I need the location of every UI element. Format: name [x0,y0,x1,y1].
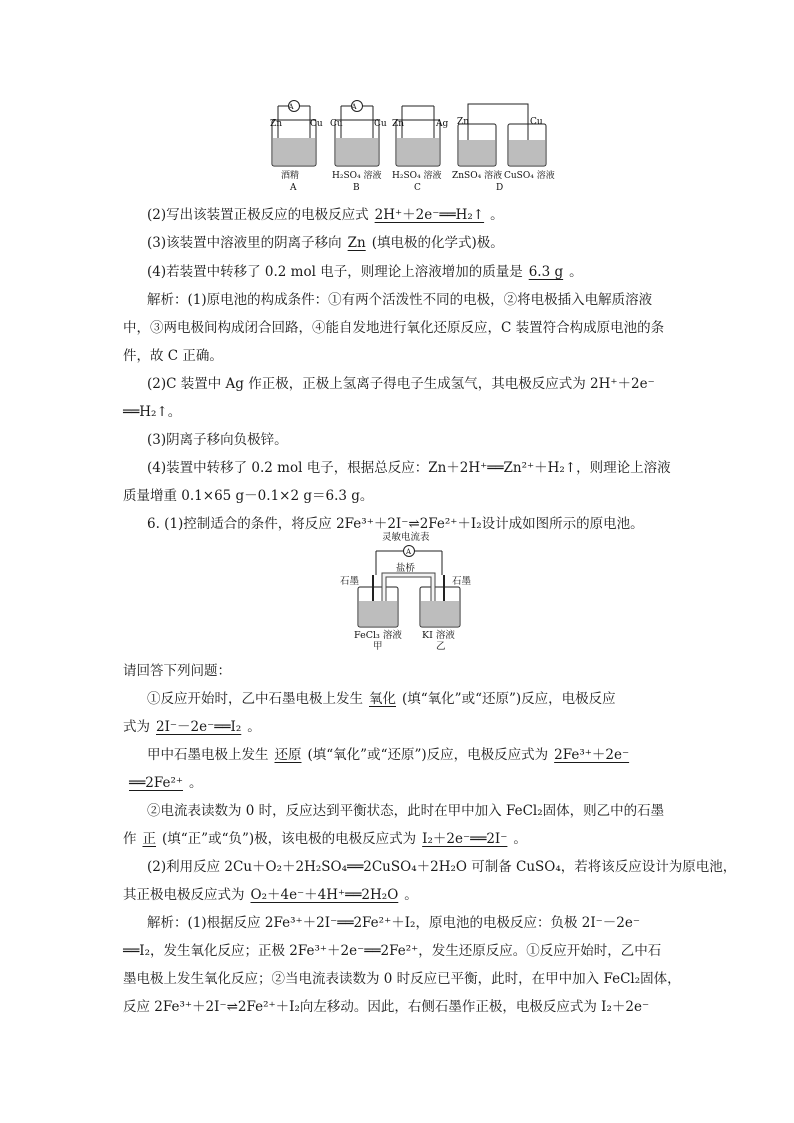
text-line: 反应 2Fe³⁺＋2I⁻⇌2Fe²⁺＋I₂向左移动。因此，右侧石墨作正极，电极反应式为 I₂＋2e⁻ [123,999,650,1015]
svg-text:盐桥: 盐桥 [396,563,416,574]
svg-text:A: A [290,183,297,193]
text-line: ══H₂↑。 [123,404,182,420]
svg-text:Cu: Cu [374,119,387,129]
svg-text:D: D [496,183,504,193]
text-line: 其正极电极反应式为 O₂＋4e⁻＋4H⁺══2H₂O 。 [123,887,418,903]
svg-text:石墨: 石墨 [452,576,472,587]
text-line: (2)写出该装置正极反应的电极反应式 2H⁺＋2e⁻══H₂↑ 。 [147,207,504,223]
text-line: ①反应开始时，乙中石墨电极上发生 氧化 (填“氧化”或“还原”)反应，电极反应 [147,691,616,707]
text-line: ══I₂，发生氧化反应；正极 2Fe³⁺＋2e⁻══2Fe²⁺，发生还原反应。①反应开始时，乙中石 [123,943,662,959]
svg-text:酒精: 酒精 [281,171,300,181]
text-line: (3)该装置中溶液里的阴离子移向 Zn (填电极的化学式)极。 [147,235,504,251]
svg-text:Zn: Zn [457,117,470,127]
svg-text:Cu: Cu [530,117,543,127]
svg-text:A: A [406,547,412,556]
text-line: 解析：(1)根据反应 2Fe³⁺＋2I⁻══2Fe²⁺＋I₂，原电池的电极反应：负极 2I⁻－2e⁻ [147,915,640,931]
apparatus-figure [268,98,558,196]
svg-text:Zn: Zn [392,119,405,129]
svg-text:C: C [414,183,421,193]
text-line: (2)利用反应 2Cu＋O₂＋2H₂SO₄══2CuSO₄＋2H₂O 可制备 CuSO₄，若将该反应设计为原电池， [147,859,737,875]
galvanic-cell-figure [340,531,480,653]
svg-text:Zn: Zn [270,119,283,129]
svg-text:A: A [351,102,357,111]
text-line: 甲中石墨电极上发生 还原 (填“氧化”或“还原”)反应，电极反应式为 2Fe³⁺＋2e⁻ [147,747,630,763]
svg-text:石墨: 石墨 [340,576,360,587]
svg-text:A: A [288,102,294,111]
text-line: ②电流表读数为 0 时，反应达到平衡状态，此时在甲中加入 FeCl₂固体，则乙中的石墨 [147,803,665,819]
text-line: 6. (1)控制适合的条件，将反应 2Fe³⁺＋2I⁻⇌2Fe²⁺＋I₂设计成如图所示的原电池。 [147,516,644,532]
svg-text:ZnSO₄ 溶液: ZnSO₄ 溶液 [452,171,503,181]
text-line: (2)C 装置中 Ag 作正极，正极上氢离子得电子生成氢气，其电极反应式为 2H⁺＋2e⁻ [147,376,655,392]
text-line: 解析：(1)原电池的构成条件：①有两个活泼性不同的电极，②将电极插入电解质溶液 [147,292,653,308]
text-line: (4)若装置中转移了 0.2 mol 电子，则理论上溶液增加的质量是 6.3 g 。 [147,264,583,280]
svg-text:甲: 甲 [373,641,383,652]
text-line: 质量增重 0.1×65 g－0.1×2 g＝6.3 g。 [123,488,374,504]
text-line: 请回答下列问题： [123,663,231,679]
text-line: ══2Fe²⁺ 。 [129,775,203,791]
svg-text:Cu: Cu [310,119,323,129]
svg-text:FeCl₃ 溶液: FeCl₃ 溶液 [354,630,402,641]
text-line: 墨电极上发生氧化反应；②当电流表读数为 0 时反应已平衡，此时，在甲中加入 FeCl₂固体， [123,971,681,987]
svg-text:H₂SO₄ 溶液: H₂SO₄ 溶液 [332,171,382,181]
text-line: (4)装置中转移了 0.2 mol 电子，根据总反应：Zn＋2H⁺══Zn²⁺＋H₂↑，则理论上溶液 [147,460,671,476]
svg-text:灵敏电流表: 灵敏电流表 [382,532,430,543]
svg-text:KI 溶液: KI 溶液 [422,630,455,641]
text-line: 作 正 (填“正”或“负”)极，该电极的电极反应式为 I₂＋2e⁻══2I⁻ 。 [123,831,527,847]
svg-text:乙: 乙 [436,641,446,652]
svg-text:Ag: Ag [436,119,449,129]
text-line: (3)阴离子移向负极锌。 [147,432,288,448]
svg-text:H₂SO₄ 溶液: H₂SO₄ 溶液 [392,171,442,181]
text-line: 式为 2I⁻－2e⁻══I₂ 。 [123,719,261,735]
text-line: 件，故 C 正确。 [123,348,223,364]
svg-text:B: B [353,183,360,193]
text-line: 中，③两电极间构成闭合回路，④能自发地进行氧化还原反应，C 装置符合构成原电池的条 [123,320,665,336]
svg-text:Cu: Cu [330,119,343,129]
svg-text:CuSO₄ 溶液: CuSO₄ 溶液 [504,171,555,181]
